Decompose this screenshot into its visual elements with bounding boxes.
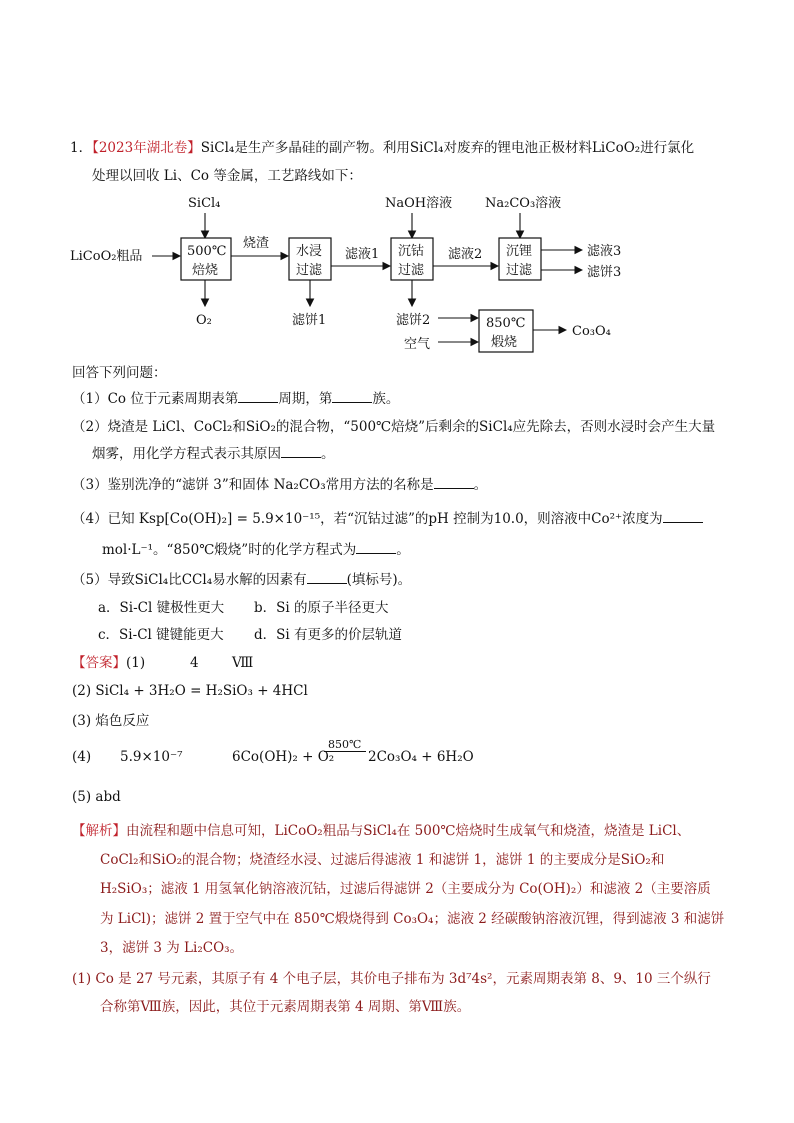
raw-material: LiCoO₂粗品 [70,249,143,264]
blank-q5[interactable] [307,571,347,584]
q2-line2: 烟雾，用化学方程式表示其原因 [92,446,281,462]
q1-pre: （1）Co 位于元素周期表第 [72,391,239,407]
answer-1-group: Ⅷ [232,655,254,671]
answer-4-conc: 5.9×10⁻⁷ [120,749,183,765]
blank-q4-eq[interactable] [356,541,396,554]
process-flowchart [60,188,720,358]
analysis-l2: CoCl₂和SiO₂的混合物；烧渣经水浸、过滤后得滤液 1 和滤饼 1，滤饼 1 的主要成分是SiO₂和 [100,852,665,868]
analysis-l3: H₂SiO₃；滤液 1 用氢氧化钠溶液沉钴，过滤后得滤饼 2（主要成分为 Co(OH)₂）和滤液 2（主要溶质 [100,881,711,897]
answer-5: (5) abd [72,789,121,805]
answer-4-eq-right: 2Co₃O₄ + 6H₂O [368,749,474,765]
blank-q4-conc[interactable] [663,510,703,523]
blank-q2[interactable] [281,445,321,458]
box2-line2: 过滤 [296,263,323,278]
analysis-line1 [72,822,690,840]
q5-stem-post: (填标号)。 [346,572,412,588]
label-filtrate2: 滤液2 [448,247,483,262]
blank-q1-period[interactable] [238,390,278,403]
question-number: 1． [70,140,93,156]
output-cake1: 滤饼1 [292,313,327,328]
answer-1-period: 4 [190,655,199,671]
box3-line2: 过滤 [398,263,425,278]
output-cake2: 滤饼2 [396,313,431,328]
prompt: 回答下列问题： [72,365,167,381]
question-2-line2: 烟雾，用化学方程式表示其原因 。 [92,446,335,462]
question-5 [72,571,411,589]
analysis-l4: 为 LiCl)；滤饼 2 置于空气中在 850℃煅烧得到 Co₃O₄；滤液 2 经碳酸钠溶液沉锂，得到滤液 3 和滤饼 [100,911,725,927]
q1-post: 族。 [372,391,400,407]
box3-line1: 沉钴 [398,244,425,259]
q5-option-d: d．Si 有更多的价层轨道 [254,627,402,643]
question-4-line1 [72,510,703,528]
output-cake3: 滤饼3 [587,265,622,280]
analysis-l7: 合称第Ⅷ族，因此，其位于元素周期表第 4 周期、第Ⅷ族。 [100,999,471,1015]
q5-option-a: a．Si-Cl 键极性更大 [98,600,225,616]
label-slag: 烧渣 [243,236,270,251]
question-stem-line1 [70,139,694,157]
answer-4-eq-line [324,751,366,752]
answer-tag: 【答案】 [72,655,126,671]
box5-line1: 850℃ [486,316,526,331]
input-air: 空气 [404,337,431,352]
q5-option-b: b．Si 的原子半径更大 [254,600,389,616]
question-source: 【2023年湖北卷】 [92,140,201,156]
q5-stem: （5）导致SiCl₄比CCl₄易水解的因素有 [72,572,307,588]
blank-q1-group[interactable] [332,390,372,403]
box2-line1: 水浸 [296,244,323,259]
answer-4-eq-left: 6Co(OH)₂ + O₂ [232,749,335,765]
answer-1-num: (1) [126,655,146,671]
answer-2: (2) SiCl₄ + 3H₂O = H₂SiO₃ + 4HCl [72,683,308,699]
output-o2: O₂ [196,313,212,328]
answer-3: (3) 焰色反应 [72,713,150,729]
question-3: （3）鉴别洗净的“滤饼 3”和固体 Na₂CO₃常用方法的名称是 。 [72,477,488,493]
answer-4-eq-condition: 850℃ [328,738,362,751]
box1-line1: 500℃ [187,244,227,259]
q4-line1: （4）已知 Ksp[Co(OH)₂] = 5.9×10⁻¹⁵，若“沉钴过滤”的pH 控制为10.0，则溶液中Co²⁺浓度为 [72,511,663,527]
analysis-l1: 由流程和题中信息可知，LiCoO₂粗品与SiCl₄在 500℃焙烧时生成氧气和烧渣，烧渣是 LiCl、 [126,823,691,839]
question-4-line2: mol·L⁻¹。“850℃煅烧”时的化学方程式为 。 [102,542,410,558]
box5-line2: 煅烧 [491,335,518,350]
question-1 [72,390,399,408]
q3-pre: （3）鉴别洗净的“滤饼 3”和固体 Na₂CO₃常用方法的名称是 [72,477,434,493]
input-sicl4: SiCl₄ [188,196,221,211]
analysis-l5: 3，滤饼 3 为 Li₂CO₃。 [100,940,244,956]
q2-line1: （2）烧渣是 LiCl、CoCl₂和SiO₂的混合物，“500℃焙烧”后剩余的SiCl₄应先除去，否则水浸时会产生大量 [72,419,716,435]
answer-4-num: (4) [72,749,92,765]
analysis-l6: (1) Co 是 27 号元素，其原子有 4 个电子层，其价电子排布为 3d⁷4s²，元素周期表第 8、9、10 三个纵行 [72,971,711,987]
question-intro-1: SiCl₄是生产多晶硅的副产物。利用SiCl₄对废弃的锂电池正极材料LiCoO₂进行氯化 [200,140,695,156]
q1-mid: 周期，第 [278,391,333,407]
output-co3o4: Co₃O₄ [572,324,611,339]
label-filtrate1: 滤液1 [345,247,380,262]
q5-option-c: c．Si-Cl 键键能更大 [98,627,224,643]
box4-line1: 沉锂 [506,244,533,259]
q4-line2: mol·L⁻¹。“850℃煅烧”时的化学方程式为 [102,542,357,558]
answer-1 [72,654,254,672]
box1-line2: 焙烧 [192,263,219,278]
input-na2co3: Na₂CO₃溶液 [485,196,562,211]
box4-line2: 过滤 [506,263,533,278]
output-filtrate3: 滤液3 [587,244,622,259]
input-naoh: NaOH溶液 [385,196,453,211]
analysis-tag: 【解析】 [72,823,126,839]
question-intro-2: 处理以回收 Li、Co 等金属，工艺路线如下： [92,168,362,184]
blank-q3[interactable] [434,476,474,489]
answer-4 [72,738,474,766]
